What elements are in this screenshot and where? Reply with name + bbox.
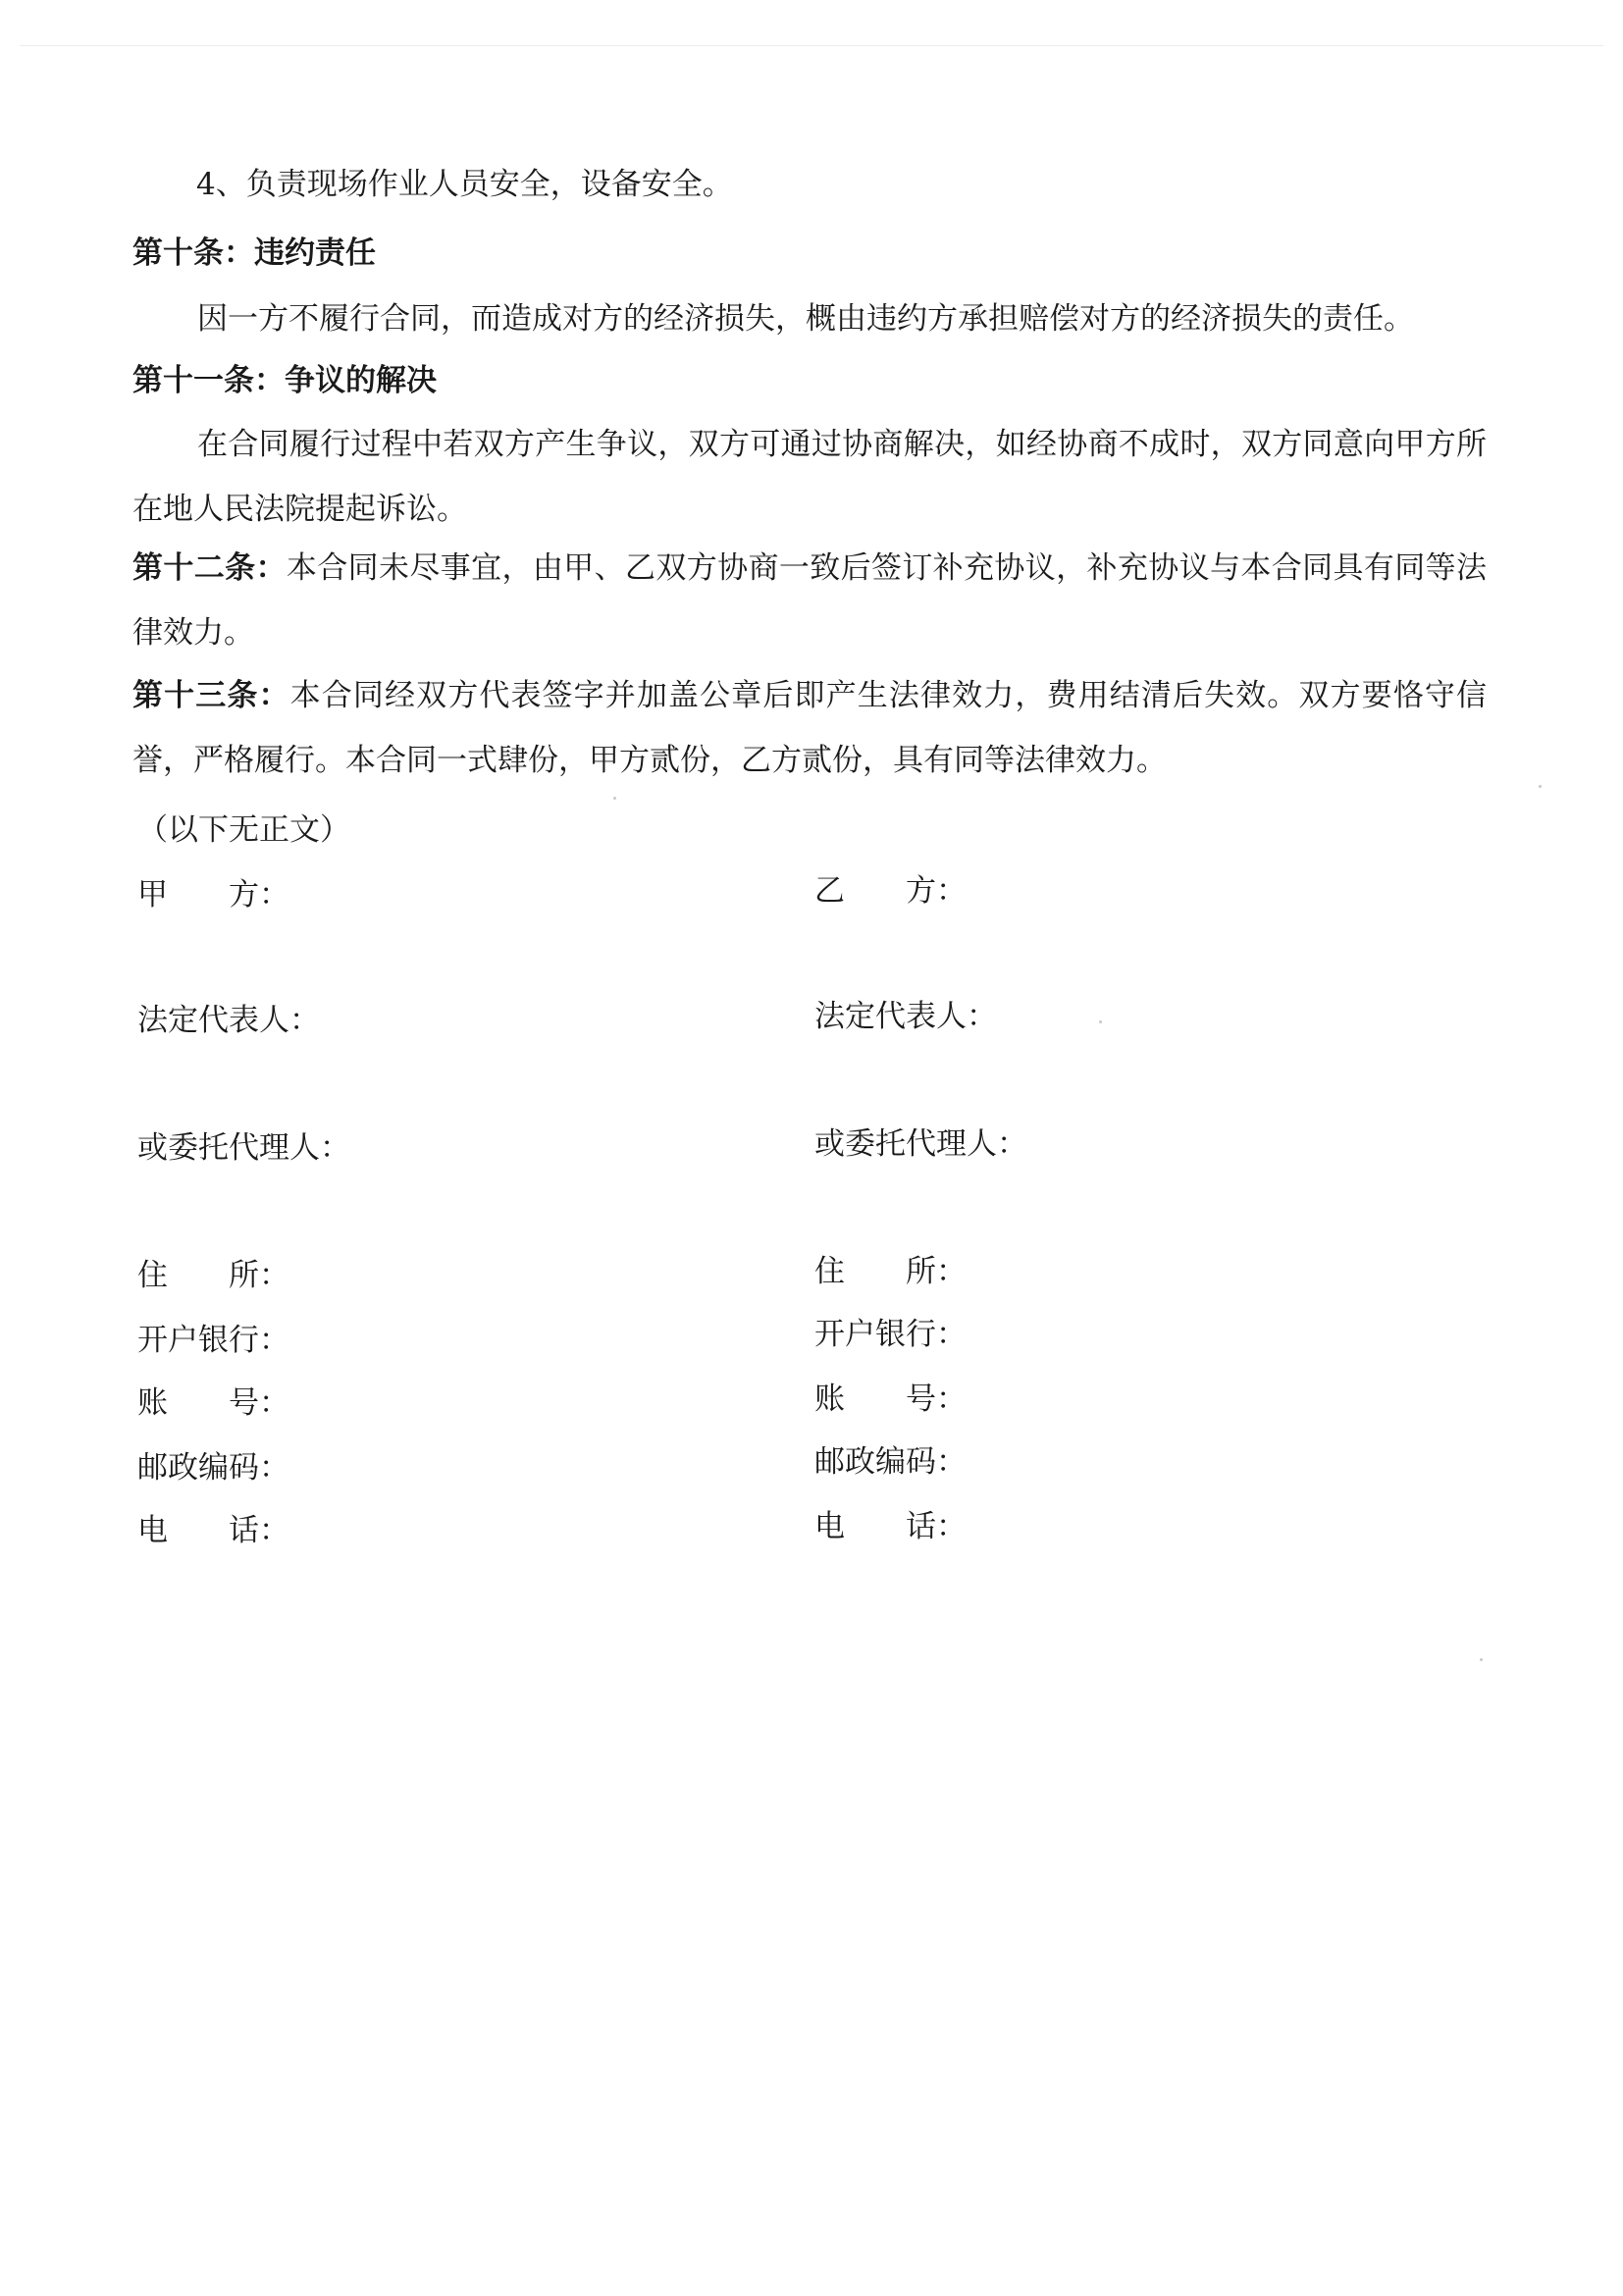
article-10-heading <box>132 234 376 273</box>
party-b-address: 住 所： <box>814 1254 967 1289</box>
article-12-paragraph <box>132 536 1487 665</box>
article-11-heading <box>132 361 437 400</box>
article-13-paragraph <box>132 663 1487 793</box>
party-b-phone: 电 话： <box>814 1509 967 1544</box>
article-12-text: 本合同未尽事宜，由甲、乙双方协商一致后签订补充协议，补充协议与本合同具有同等法律效力。 <box>132 550 1488 651</box>
party-a-phone: 电 话： <box>137 1513 289 1548</box>
party-b-account: 账 号： <box>814 1382 967 1417</box>
article-11-title: 争议的解决 <box>285 363 437 398</box>
article-10-title: 违约责任 <box>254 235 376 271</box>
scan-speck <box>613 797 616 800</box>
party-b-agent: 或委托代理人： <box>814 1126 1027 1162</box>
party-a-postcode: 邮政编码： <box>137 1450 289 1486</box>
party-a-label: 甲 方： <box>137 877 289 913</box>
article-10-text: 因一方不履行合同，而造成对方的经济损失，概由违约方承担赔偿对方的经济损失的责任。 <box>197 301 1414 337</box>
article-13-text: 本合同经双方代表签字并加盖公章后即产生法律效力，费用结清后失效。双方要恪守信誉，严格履行。本合同一式肆份，甲方贰份，乙方贰份，具有同等法律效力。 <box>132 678 1488 778</box>
article-13-label: 第十三条： <box>132 678 290 713</box>
party-a-agent: 或委托代理人： <box>137 1130 350 1166</box>
scan-speck <box>1480 1658 1483 1661</box>
scan-speck <box>1539 785 1542 788</box>
party-a-legal-rep: 法定代表人： <box>137 1003 320 1038</box>
article-12-label: 第十二条： <box>132 550 287 586</box>
party-b-postcode: 邮政编码： <box>814 1444 967 1480</box>
scan-speck <box>1099 1020 1102 1023</box>
party-a-address: 住 所： <box>137 1258 289 1293</box>
article-11-text: 在合同履行过程中若双方产生争议，双方可通过协商解决，如经协商不成时，双方同意向甲方所在地人民法院提起诉讼。 <box>132 427 1487 527</box>
party-b-label: 乙 方： <box>814 873 967 909</box>
end-note: （以下无正文） <box>137 812 350 848</box>
party-b-legal-rep: 法定代表人： <box>814 999 997 1034</box>
article-11-label: 第十一条： <box>132 363 285 398</box>
party-b-bank: 开户银行： <box>814 1317 967 1352</box>
party-a-account: 账 号： <box>137 1385 289 1421</box>
scan-edge-line <box>20 45 1603 46</box>
party-a-bank: 开户银行： <box>137 1323 289 1358</box>
item-4-text: 4、负责现场作业人员安全，设备安全。 <box>196 167 733 202</box>
article-10-label: 第十条： <box>132 235 254 271</box>
